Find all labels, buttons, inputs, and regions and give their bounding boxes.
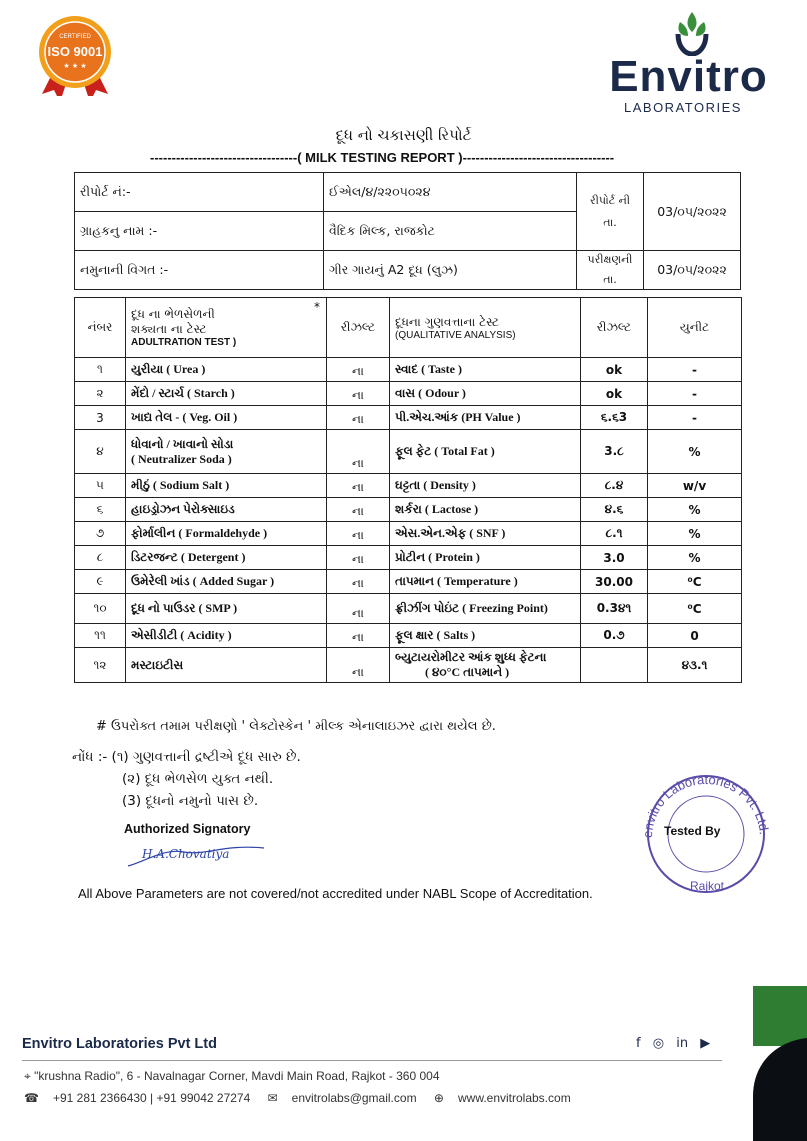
quality-test: એસ.એન.એફ ( SNF ) bbox=[390, 522, 581, 546]
row-no: ૯ bbox=[75, 570, 126, 594]
logo-name: Envitro bbox=[609, 52, 768, 101]
quality-unit: - bbox=[648, 382, 742, 406]
quality-test: પી.એચ.આંક (PH Value ) bbox=[390, 406, 581, 430]
quality-test: શર્કરા ( Lactose ) bbox=[390, 498, 581, 522]
quality-result: 0.3૪૧ bbox=[581, 594, 648, 624]
test-results-table bbox=[74, 297, 742, 683]
row-no: ૫ bbox=[75, 474, 126, 498]
table-row bbox=[75, 474, 742, 498]
quality-test: વાસ ( Odour ) bbox=[390, 382, 581, 406]
svg-text:envitro Laboratories Pvt. Ltd.: envitro Laboratories Pvt. Ltd. bbox=[639, 771, 772, 839]
quality-unit: - bbox=[648, 358, 742, 382]
row-no: ૨ bbox=[75, 382, 126, 406]
adulteration-result: ના bbox=[327, 430, 390, 474]
note-item: (૨) દૂધ ભેળસેળ યુક્ત નથી. bbox=[122, 771, 274, 787]
quality-result: 3.૮ bbox=[581, 430, 648, 474]
facebook-icon[interactable]: f bbox=[636, 1036, 641, 1051]
adulteration-test: હાઇડ્રોઝન પેરોક્સાઇડ bbox=[126, 498, 327, 522]
adulteration-test: દૂધ નો પાઉડર ( SMP ) bbox=[126, 594, 327, 624]
table-header-row bbox=[75, 298, 742, 358]
table-row bbox=[75, 522, 742, 546]
notes bbox=[72, 746, 301, 812]
note-item: (3) દૂધનો નમુનો પાસ છે. bbox=[122, 793, 259, 809]
quality-test: બ્યુટાયરોમીટર આંક શુધ્ધ ફેટના ( ૪૦°C તાપમાને ) bbox=[390, 648, 581, 683]
email-text[interactable]: envitrolabs@gmail.com bbox=[291, 1091, 417, 1105]
test-date-label: પરીક્ષણની તા. bbox=[577, 251, 644, 290]
quality-test: ફૂલ ફેટ ( Total Fat ) bbox=[390, 430, 581, 474]
linkedin-icon[interactable]: in bbox=[676, 1036, 689, 1051]
envitro-logo bbox=[596, 8, 781, 114]
header-no: નંબર bbox=[75, 298, 126, 358]
address-text: "krushna Radio", 6 - Navalnagar Corner, Mavdi Main Road, Rajkot - 360 004 bbox=[34, 1069, 440, 1083]
adulteration-test: મસ્ટાઇટીસ bbox=[126, 648, 327, 683]
adulteration-result: ના bbox=[327, 406, 390, 430]
adulteration-test: ખાદ્ય તેલ - ( Veg. Oil ) bbox=[126, 406, 327, 430]
adulteration-result: ના bbox=[327, 648, 390, 683]
report-no-value: ઈએલ/૪/૨૨૦૫૦૨૪ bbox=[324, 173, 577, 212]
badge-main-text: ISO 9001 bbox=[47, 44, 103, 59]
quality-result: ૬.૬3 bbox=[581, 406, 648, 430]
quality-test: ઘટ્ટતા ( Density ) bbox=[390, 474, 581, 498]
quality-unit: 0 bbox=[648, 624, 742, 648]
quality-result: 0.૭ bbox=[581, 624, 648, 648]
report-info-table bbox=[74, 172, 741, 290]
adulteration-result: ના bbox=[327, 546, 390, 570]
table-row bbox=[75, 406, 742, 430]
table-row bbox=[75, 570, 742, 594]
row-no: ૮ bbox=[75, 546, 126, 570]
footer-company-name: Envitro Laboratories Pvt Ltd bbox=[22, 1036, 217, 1052]
adulteration-result: ના bbox=[327, 382, 390, 406]
quality-test: ફૂલ ક્ષાર ( Salts ) bbox=[390, 624, 581, 648]
table-row bbox=[75, 382, 742, 406]
quality-result bbox=[581, 648, 648, 683]
header-unit: યુનીટ bbox=[648, 298, 742, 358]
quality-result: ૪.૬ bbox=[581, 498, 648, 522]
quality-unit: w/v bbox=[648, 474, 742, 498]
table-row bbox=[75, 648, 742, 683]
report-date-label: રીપોર્ટ ની તા. bbox=[577, 173, 644, 251]
adulteration-result: ના bbox=[327, 594, 390, 624]
adulteration-result: ના bbox=[327, 522, 390, 546]
table-row bbox=[75, 546, 742, 570]
svg-text:H.A.Chovatiya: H.A.Chovatiya bbox=[142, 847, 230, 861]
company-stamp bbox=[632, 768, 780, 896]
quality-test: ફ્રીઝીંગ પોઇંટ ( Freezing Point) bbox=[390, 594, 581, 624]
customer-value: વૈદિક મિલ્ક, રાજકોટ bbox=[324, 212, 577, 251]
corner-decoration bbox=[753, 986, 807, 1141]
sample-value: ગીર ગાયનું A2 દૂધ (લુઝ) bbox=[324, 251, 577, 290]
note-item: (૧) ગુણવત્તાની દ્રષ્ટીએ દૂધ સારુ છે. bbox=[111, 749, 301, 765]
badge-top-text: CERTIFIED bbox=[59, 34, 91, 40]
adulteration-result: ના bbox=[327, 624, 390, 648]
quality-unit: % bbox=[648, 522, 742, 546]
svg-text:Tested By: Tested By bbox=[664, 824, 721, 838]
svg-text:★ ★ ★: ★ ★ ★ bbox=[63, 62, 87, 70]
quality-result: ok bbox=[581, 358, 648, 382]
phone-icon: ☎ bbox=[24, 1091, 39, 1105]
adulteration-test: ફોર્માલીન ( Formaldehyde ) bbox=[126, 522, 327, 546]
sample-label: નમુનાની વિગત :- bbox=[75, 251, 324, 290]
adulteration-test: યુરીયા ( Urea ) bbox=[126, 358, 327, 382]
svg-text:Rajkot: Rajkot bbox=[690, 879, 725, 893]
adulteration-test: ઉમેરેલી ખાંડ ( Added Sugar ) bbox=[126, 570, 327, 594]
quality-result: 30.00 bbox=[581, 570, 648, 594]
quality-unit: % bbox=[648, 430, 742, 474]
signature-image bbox=[124, 838, 269, 872]
adulteration-result: ના bbox=[327, 474, 390, 498]
adulteration-test: ડિટરજન્ટ ( Detergent ) bbox=[126, 546, 327, 570]
leaf-logo-icon bbox=[670, 8, 714, 56]
row-no: 3 bbox=[75, 406, 126, 430]
header-adulteration: દૂધ ના ભેળસેળની શક્યતા ના ટેસ્ટ ADULTRATION TEST ) * bbox=[126, 298, 327, 358]
email-icon: ✉ bbox=[267, 1091, 278, 1105]
quality-test: પ્રોટીન ( Protein ) bbox=[390, 546, 581, 570]
website-text[interactable]: www.envitrolabs.com bbox=[457, 1091, 571, 1105]
quality-result: ૮.૪ bbox=[581, 474, 648, 498]
test-date-value: 03/૦૫/૨૦૨૨ bbox=[644, 251, 741, 290]
footer-address bbox=[24, 1069, 440, 1084]
row-no: ૧૦ bbox=[75, 594, 126, 624]
header-result: રીઝલ્ટ bbox=[327, 298, 390, 358]
report-no-label: રીપોર્ટ નં:- bbox=[75, 173, 324, 212]
quality-result: 3.0 bbox=[581, 546, 648, 570]
table-row bbox=[75, 624, 742, 648]
phone-text: +91 281 2366430 | +91 99042 27274 bbox=[52, 1091, 251, 1105]
adulteration-test: એસીડીટી ( Acidity ) bbox=[126, 624, 327, 648]
adulteration-test: મીઠું ( Sodium Salt ) bbox=[126, 474, 327, 498]
row-no: ૧૧ bbox=[75, 624, 126, 648]
quality-unit: ૪૩.૧ bbox=[648, 648, 742, 683]
quality-unit: % bbox=[648, 498, 742, 522]
quality-unit: ⁰C bbox=[648, 570, 742, 594]
footnote: # ઉપરોક્ત તમામ પરીક્ષણો ' લેક્ટોસ્કેન ' મીલ્ક એનાલાઇઝર દ્વારા થયેલ છે. bbox=[96, 719, 496, 734]
report-date-value: 03/૦૫/૨૦૨૨ bbox=[644, 173, 741, 251]
row-no: ૭ bbox=[75, 522, 126, 546]
header-qualitative: દૂધના ગુણવત્તાના ટેસ્ટ (QUALITATIVE ANALYSIS) bbox=[390, 298, 581, 358]
table-row bbox=[75, 594, 742, 624]
adulteration-result: ના bbox=[327, 498, 390, 522]
quality-unit: % bbox=[648, 546, 742, 570]
globe-icon: ⊕ bbox=[433, 1091, 444, 1105]
notes-label: નોંધ :- bbox=[72, 749, 108, 765]
table-row bbox=[75, 358, 742, 382]
row-no: ૧૨ bbox=[75, 648, 126, 683]
adulteration-test: ધોવાનો / ખાવાનો સોડા ( Neutralizer Soda ) bbox=[126, 430, 327, 474]
authorized-signatory-label: Authorized Signatory bbox=[124, 822, 251, 836]
footer-divider bbox=[22, 1060, 722, 1061]
header-result-2: રીઝલ્ટ bbox=[581, 298, 648, 358]
row-no: ૬ bbox=[75, 498, 126, 522]
report-title-gujarati: દૂધ નો ચકાસણી રિપોર્ટ bbox=[335, 126, 472, 144]
quality-result: ok bbox=[581, 382, 648, 406]
youtube-icon[interactable]: ▶ bbox=[700, 1036, 711, 1051]
customer-label: ગ્રાહકનુ નામ :- bbox=[75, 212, 324, 251]
nabl-disclaimer: All Above Parameters are not covered/not accredited under NABL Scope of Accreditation. bbox=[78, 886, 593, 901]
location-pin-icon: ⌖ bbox=[24, 1069, 31, 1083]
report-title-english: ----------------------------------( MILK TESTING REPORT )----------------------------------- bbox=[150, 150, 615, 165]
quality-unit: - bbox=[648, 406, 742, 430]
iso-9001-badge bbox=[34, 14, 116, 96]
footer-contact bbox=[24, 1091, 585, 1105]
quality-test: સ્વાદ ( Taste ) bbox=[390, 358, 581, 382]
quality-result: ૮.૧ bbox=[581, 522, 648, 546]
row-no: ૧ bbox=[75, 358, 126, 382]
logo-subtitle: LABORATORIES bbox=[624, 100, 742, 115]
adulteration-test: મેંદો / સ્ટાર્ચ ( Starch ) bbox=[126, 382, 327, 406]
adulteration-result: ના bbox=[327, 358, 390, 382]
row-no: ૪ bbox=[75, 430, 126, 474]
table-row bbox=[75, 498, 742, 522]
instagram-icon[interactable]: ◎ bbox=[652, 1036, 665, 1051]
quality-unit: ⁰C bbox=[648, 594, 742, 624]
adulteration-result: ના bbox=[327, 570, 390, 594]
social-icons bbox=[636, 1036, 718, 1051]
table-row bbox=[75, 430, 742, 474]
quality-test: તાપમાન ( Temperature ) bbox=[390, 570, 581, 594]
